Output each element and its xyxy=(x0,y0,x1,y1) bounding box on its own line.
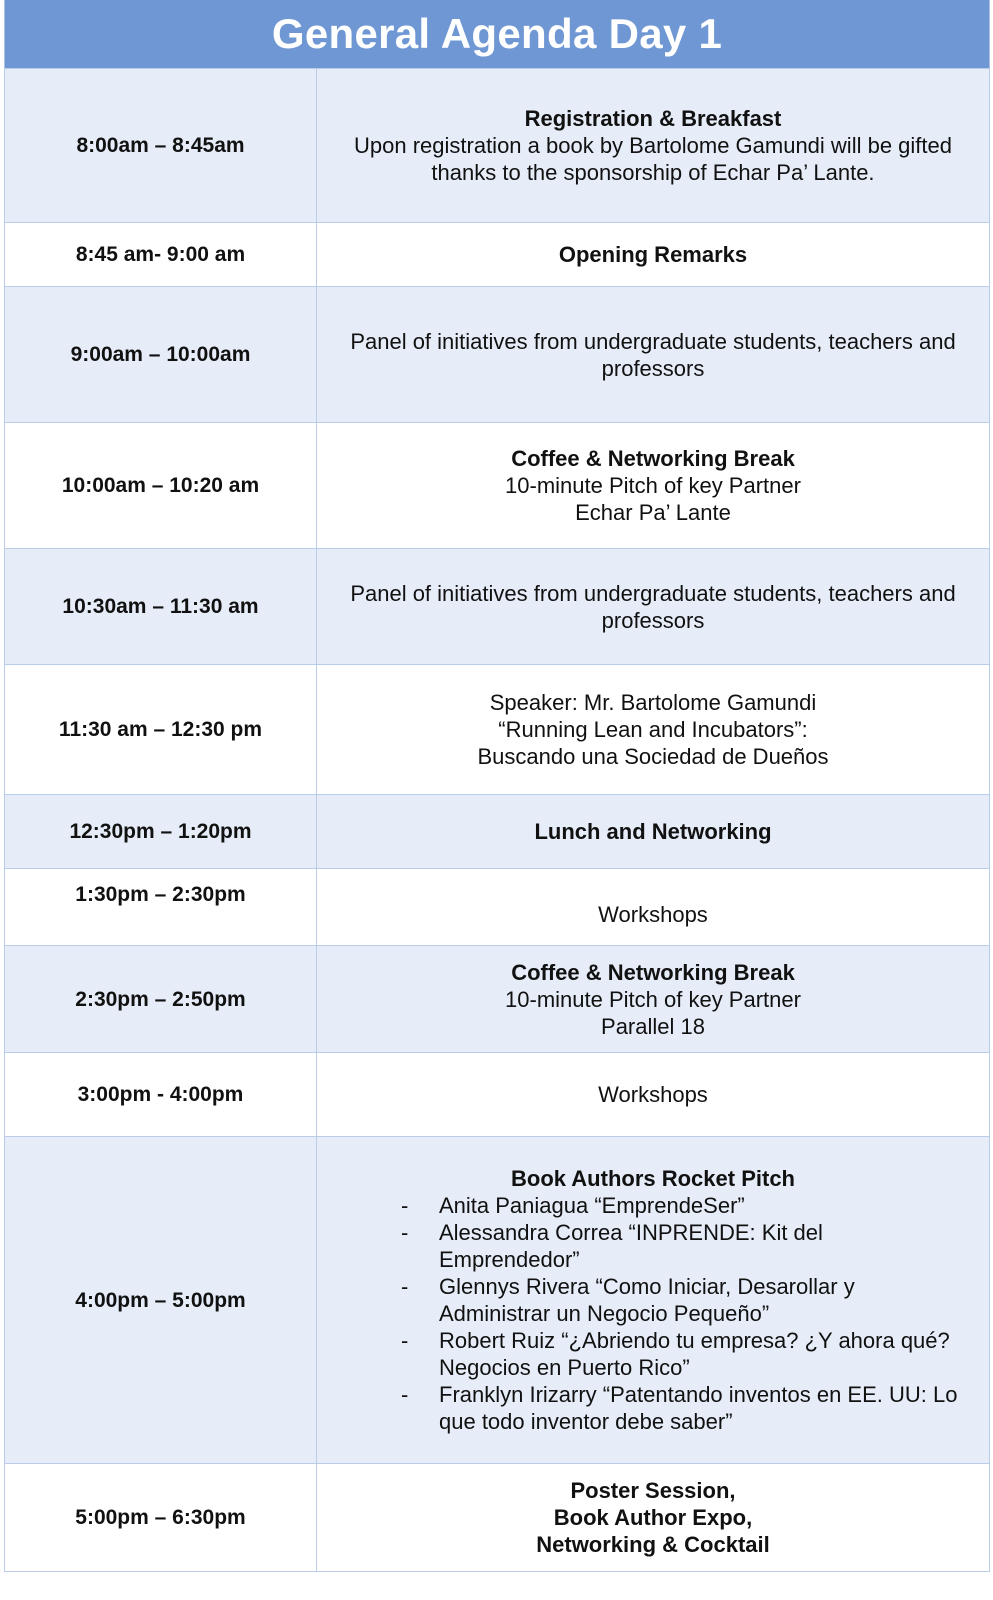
row-heading: Lunch and Networking xyxy=(534,819,772,844)
row-line: Parallel 18 xyxy=(601,1013,705,1039)
author-line: Anita Paniagua “EmprendeSer” xyxy=(439,1193,745,1218)
row-line: professors xyxy=(601,355,705,381)
row-time: 10:00am – 10:20 am xyxy=(5,423,317,549)
author-list-item xyxy=(401,1219,979,1273)
list-dash: - xyxy=(401,1328,409,1353)
row-description xyxy=(317,946,990,1053)
row-time: 9:00am – 10:00am xyxy=(5,287,317,423)
author-line: Franklyn Irizarry “Patentando inventos en EE. UU: Lo xyxy=(439,1382,958,1407)
row-description xyxy=(317,287,990,423)
author-line: Administrar un Negocio Pequeño” xyxy=(439,1301,770,1326)
author-list xyxy=(327,1192,979,1435)
author-list-item xyxy=(401,1327,979,1381)
row-line: thanks to the sponsorship of Echar Pa’ Lante. xyxy=(431,160,875,185)
agenda xyxy=(4,0,990,1572)
row-description xyxy=(317,423,990,549)
row-bold-line: Networking & Cocktail xyxy=(536,1532,770,1557)
author-line: Glennys Rivera “Como Iniciar, Desarollar y xyxy=(439,1274,855,1299)
author-line: Alessandra Correa “INPRENDE: Kit del xyxy=(439,1220,823,1245)
author-line: Robert Ruiz “¿Abriendo tu empresa? ¿Y ahora qué? xyxy=(439,1328,950,1353)
row-line: “Running Lean and Incubators”: xyxy=(498,717,808,742)
row-line: 10-minute Pitch of key Partner xyxy=(505,986,801,1012)
agenda-row-workshops-1 xyxy=(5,869,990,946)
row-time: 4:00pm – 5:00pm xyxy=(5,1137,317,1464)
row-description xyxy=(317,1464,990,1572)
list-dash: - xyxy=(401,1382,409,1407)
row-heading: Coffee & Networking Break xyxy=(511,446,795,471)
row-time: 5:00pm – 6:30pm xyxy=(5,1464,317,1572)
agenda-row-poster-session xyxy=(5,1464,990,1572)
author-line: Emprendedor” xyxy=(439,1247,580,1272)
row-bold-line: Poster Session, xyxy=(570,1478,736,1503)
row-line: Speaker: Mr. Bartolome Gamundi xyxy=(489,690,817,715)
agenda-row-rocket-pitch xyxy=(5,1137,990,1464)
row-time: 1:30pm – 2:30pm xyxy=(5,869,317,946)
row-description xyxy=(317,223,990,287)
row-bold-line: Book Author Expo, xyxy=(553,1505,753,1530)
row-description xyxy=(317,665,990,795)
row-heading: Registration & Breakfast xyxy=(524,106,782,131)
agenda-table xyxy=(4,68,990,1572)
row-time: 8:45 am- 9:00 am xyxy=(5,223,317,287)
row-line: Panel of initiatives from undergraduate students, teachers and xyxy=(350,328,956,354)
row-time: 10:30am – 11:30 am xyxy=(5,549,317,665)
row-line: professors xyxy=(601,607,705,633)
agenda-row-speaker xyxy=(5,665,990,795)
row-time: 12:30pm – 1:20pm xyxy=(5,795,317,869)
row-description xyxy=(317,549,990,665)
list-dash: - xyxy=(401,1274,409,1299)
row-description xyxy=(317,1137,990,1464)
row-description xyxy=(317,869,990,946)
agenda-row-panel-1 xyxy=(5,287,990,423)
row-description xyxy=(317,1053,990,1137)
list-dash: - xyxy=(401,1220,409,1245)
agenda-title: General Agenda Day 1 xyxy=(4,0,990,68)
row-line: Panel of initiatives from undergraduate students, teachers and xyxy=(350,580,956,606)
author-list-item xyxy=(401,1192,979,1219)
author-line: que todo inventor debe saber” xyxy=(439,1409,733,1434)
agenda-row-lunch xyxy=(5,795,990,869)
row-heading: Book Authors Rocket Pitch xyxy=(511,1166,795,1191)
row-line: Echar Pa’ Lante xyxy=(575,500,731,525)
agenda-row-opening xyxy=(5,223,990,287)
row-line: 10-minute Pitch of key Partner xyxy=(505,473,801,498)
list-dash: - xyxy=(401,1193,409,1218)
agenda-row-coffee-1 xyxy=(5,423,990,549)
row-description xyxy=(317,795,990,869)
agenda-row-coffee-2 xyxy=(5,946,990,1053)
row-description xyxy=(317,69,990,223)
row-line: Buscando una Sociedad de Dueños xyxy=(477,744,829,769)
row-heading: Opening Remarks xyxy=(558,242,748,267)
row-time: 8:00am – 8:45am xyxy=(5,69,317,223)
row-line: Upon registration a book by Bartolome Gamundi will be gifted xyxy=(354,133,952,158)
row-line: Workshops xyxy=(598,901,708,927)
author-list-item xyxy=(401,1381,979,1435)
agenda-row-registration xyxy=(5,69,990,223)
author-list-item xyxy=(401,1273,979,1327)
agenda-row-workshops-2 xyxy=(5,1053,990,1137)
agenda-row-panel-2 xyxy=(5,549,990,665)
author-line: Negocios en Puerto Rico” xyxy=(439,1355,690,1380)
row-heading: Coffee & Networking Break xyxy=(511,959,795,985)
row-time: 3:00pm - 4:00pm xyxy=(5,1053,317,1137)
row-time: 11:30 am – 12:30 pm xyxy=(5,665,317,795)
row-line: Workshops xyxy=(598,1082,708,1107)
row-time: 2:30pm – 2:50pm xyxy=(5,946,317,1053)
